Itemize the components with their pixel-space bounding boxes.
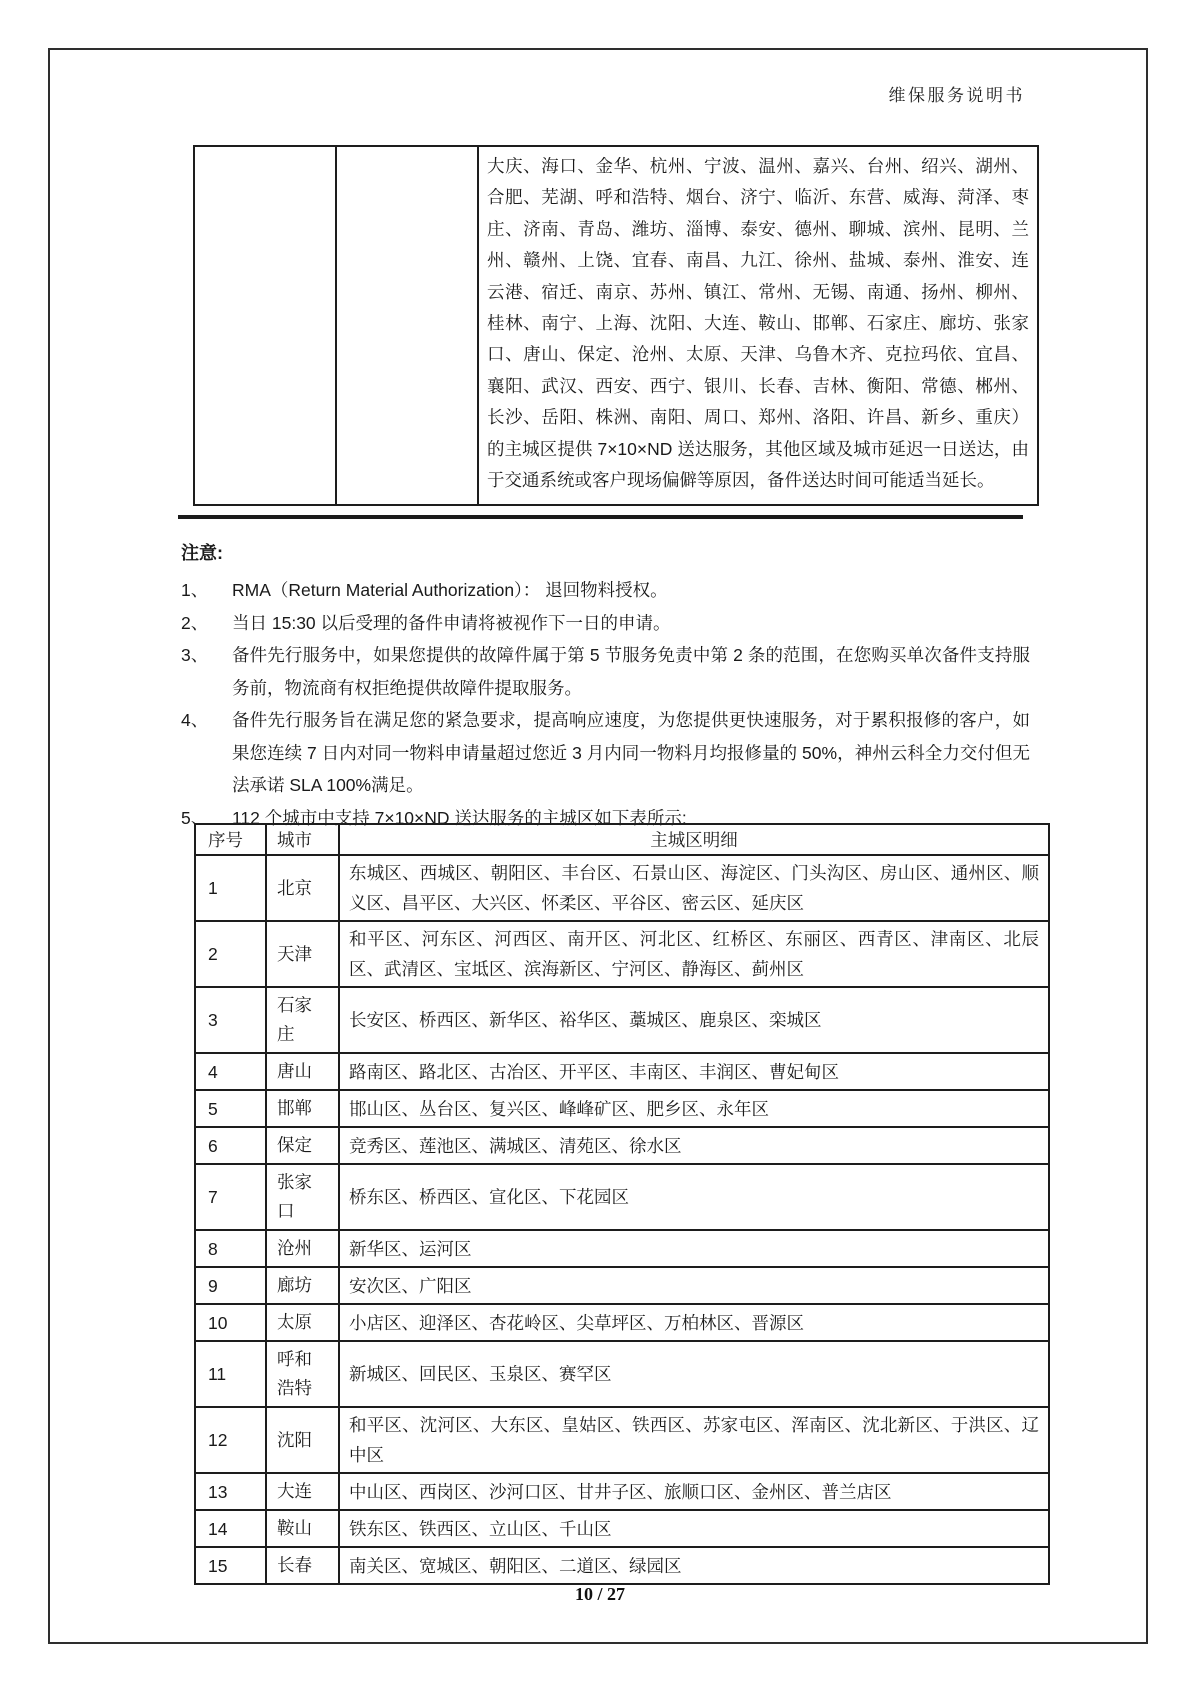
row-number-cell: 5 <box>195 1090 266 1127</box>
row-number-cell: 14 <box>195 1510 266 1547</box>
districts-cell: 铁东区、铁西区、立山区、千山区 <box>339 1510 1049 1547</box>
districts-cell: 新华区、运河区 <box>339 1230 1049 1267</box>
districts-cell: 东城区、西城区、朝阳区、丰台区、石景山区、海淀区、门头沟区、房山区、通州区、顺义区、昌平区、大兴区、怀柔区、平谷区、密云区、延庆区 <box>339 855 1049 921</box>
table-row <box>195 1341 1049 1407</box>
column-header-districts: 主城区明细 <box>339 824 1049 855</box>
city-cell: 张家口 <box>266 1164 339 1230</box>
note-item <box>181 704 1030 802</box>
table-row <box>195 1304 1049 1341</box>
row-number-cell: 8 <box>195 1230 266 1267</box>
table-row <box>194 146 1038 505</box>
districts-cell: 邯山区、丛台区、复兴区、峰峰矿区、肥乡区、永年区 <box>339 1090 1049 1127</box>
city-cell: 北京 <box>266 855 339 921</box>
row-number-cell: 11 <box>195 1341 266 1407</box>
city-districts-table <box>194 823 1050 1585</box>
districts-cell: 和平区、沈河区、大东区、皇姑区、铁西区、苏家屯区、浑南区、沈北新区、于洪区、辽中区 <box>339 1407 1049 1473</box>
page-number: 10 / 27 <box>574 1584 625 1604</box>
note-number: 1、 <box>181 580 209 600</box>
column-header-city: 城市 <box>266 824 339 855</box>
row-number-cell: 13 <box>195 1473 266 1510</box>
table-row <box>195 1090 1049 1127</box>
city-cell: 沧州 <box>266 1230 339 1267</box>
notes-heading: 注意: <box>181 543 223 563</box>
column-header-no: 序号 <box>195 824 266 855</box>
table-row <box>195 1230 1049 1267</box>
note-item <box>181 574 1030 607</box>
note-number: 5、 <box>181 807 209 828</box>
table-row <box>195 1164 1049 1230</box>
districts-cell: 小店区、迎泽区、杏花岭区、尖草坪区、万柏林区、晋源区 <box>339 1304 1049 1341</box>
city-cell: 邯郸 <box>266 1090 339 1127</box>
empty-cell <box>336 146 478 505</box>
row-number-cell: 1 <box>195 855 266 921</box>
districts-cell: 路南区、路北区、古冶区、开平区、丰南区、丰润区、曹妃甸区 <box>339 1053 1049 1090</box>
note-item <box>181 639 1030 704</box>
districts-cell: 长安区、桥西区、新华区、裕华区、藁城区、鹿泉区、栾城区 <box>339 987 1049 1053</box>
row-number-cell: 10 <box>195 1304 266 1341</box>
city-cell: 沈阳 <box>266 1407 339 1473</box>
city-cell: 太原 <box>266 1304 339 1341</box>
note-number: 3、 <box>181 645 209 665</box>
notes-section <box>181 541 1030 834</box>
delivery-cities-cell: 大庆、海口、金华、杭州、宁波、温州、嘉兴、台州、绍兴、湖州、合肥、芜湖、呼和浩特、烟台、济宁、临沂、东营、威海、菏泽、枣庄、济南、青岛、潍坊、淄博、泰安、德州、聊城、滨州、昆明、兰州、赣州、上饶、宜春、南昌、九江、徐州、盐城、泰州、淮安、连云港、宿迁、南京、苏州、镇江、常州、无锡、南通、扬州、柳州、桂林、南宁、上海、沈阳、大连、鞍山、邯郸、石家庄、廊坊、张家口、唐山、保定、沧州、太原、天津、乌鲁木齐、克拉玛依、宜昌、襄阳、武汉、西安、西宁、银川、长春、吉林、衡阳、常德、郴州、长沙、岳阳、株洲、南阳、周口、郑州、洛阳、许昌、新乡、重庆）的主城区提供 7×10×ND 送达服务，其他区域及城市延迟一日送达，由于交通系统或客户现场偏僻等原因，备件送达时间可能适当延长。 <box>478 146 1038 505</box>
note-text: 备件先行服务旨在满足您的紧急要求，提高响应速度，为您提供更快速服务，对于累积报修的客户，如果您连续 7 日内对同一物料申请量超过您近 3 月内同一物料月均报修量的 50%，神州云科全力交付但无法承诺 SLA 100%满足。 <box>232 710 1030 795</box>
districts-cell: 安次区、广阳区 <box>339 1267 1049 1304</box>
table-row <box>195 1267 1049 1304</box>
city-cell: 大连 <box>266 1473 339 1510</box>
city-cell: 石家庄 <box>266 987 339 1053</box>
table-row <box>195 855 1049 921</box>
row-number-cell: 15 <box>195 1547 266 1584</box>
table-row <box>195 1547 1049 1584</box>
note-text: 备件先行服务中，如果您提供的故障件属于第 5 节服务免责中第 2 条的范围，在您购买单次备件支持服务前，物流商有权拒绝提供故障件提取服务。 <box>232 645 1030 698</box>
table-row <box>195 1053 1049 1090</box>
section-divider <box>178 515 1023 519</box>
city-cell: 天津 <box>266 921 339 987</box>
note-number: 4、 <box>181 710 209 730</box>
table-row <box>195 987 1049 1053</box>
table-row <box>195 1510 1049 1547</box>
row-number-cell: 7 <box>195 1164 266 1230</box>
note-text: 112 个城市中支持 7×10×ND 送达服务的主城区如下表所示: <box>232 807 687 828</box>
note-text: 当日 15:30 以后受理的备件申请将被视作下一日的申请。 <box>232 612 671 633</box>
table-row <box>195 921 1049 987</box>
city-cell: 唐山 <box>266 1053 339 1090</box>
row-number-cell: 3 <box>195 987 266 1053</box>
row-number-cell: 4 <box>195 1053 266 1090</box>
note-item <box>181 607 1030 640</box>
running-head-title: 维保服务说明书 <box>888 86 1025 105</box>
table-header-row <box>195 824 1049 855</box>
city-cell: 廊坊 <box>266 1267 339 1304</box>
city-cell: 长春 <box>266 1547 339 1584</box>
delivery-cities-table <box>193 145 1039 506</box>
note-number: 2、 <box>181 612 209 633</box>
districts-cell: 和平区、河东区、河西区、南开区、河北区、红桥区、东丽区、西青区、津南区、北辰区、武清区、宝坻区、滨海新区、宁河区、静海区、蓟州区 <box>339 921 1049 987</box>
row-number-cell: 9 <box>195 1267 266 1304</box>
row-number-cell: 12 <box>195 1407 266 1473</box>
city-cell: 保定 <box>266 1127 339 1164</box>
districts-cell: 中山区、西岗区、沙河口区、甘井子区、旅顺口区、金州区、普兰店区 <box>339 1473 1049 1510</box>
districts-cell: 桥东区、桥西区、宣化区、下花园区 <box>339 1164 1049 1230</box>
table-row <box>195 1407 1049 1473</box>
note-text: RMA（Return Material Authorization）： 退回物料授权。 <box>232 580 668 600</box>
row-number-cell: 2 <box>195 921 266 987</box>
city-cell: 呼和浩特 <box>266 1341 339 1407</box>
city-cell: 鞍山 <box>266 1510 339 1547</box>
districts-cell: 新城区、回民区、玉泉区、赛罕区 <box>339 1341 1049 1407</box>
row-number-cell: 6 <box>195 1127 266 1164</box>
table-row <box>195 1127 1049 1164</box>
empty-cell <box>194 146 336 505</box>
districts-cell: 南关区、宽城区、朝阳区、二道区、绿园区 <box>339 1547 1049 1584</box>
table-row <box>195 1473 1049 1510</box>
districts-cell: 竞秀区、莲池区、满城区、清苑区、徐水区 <box>339 1127 1049 1164</box>
